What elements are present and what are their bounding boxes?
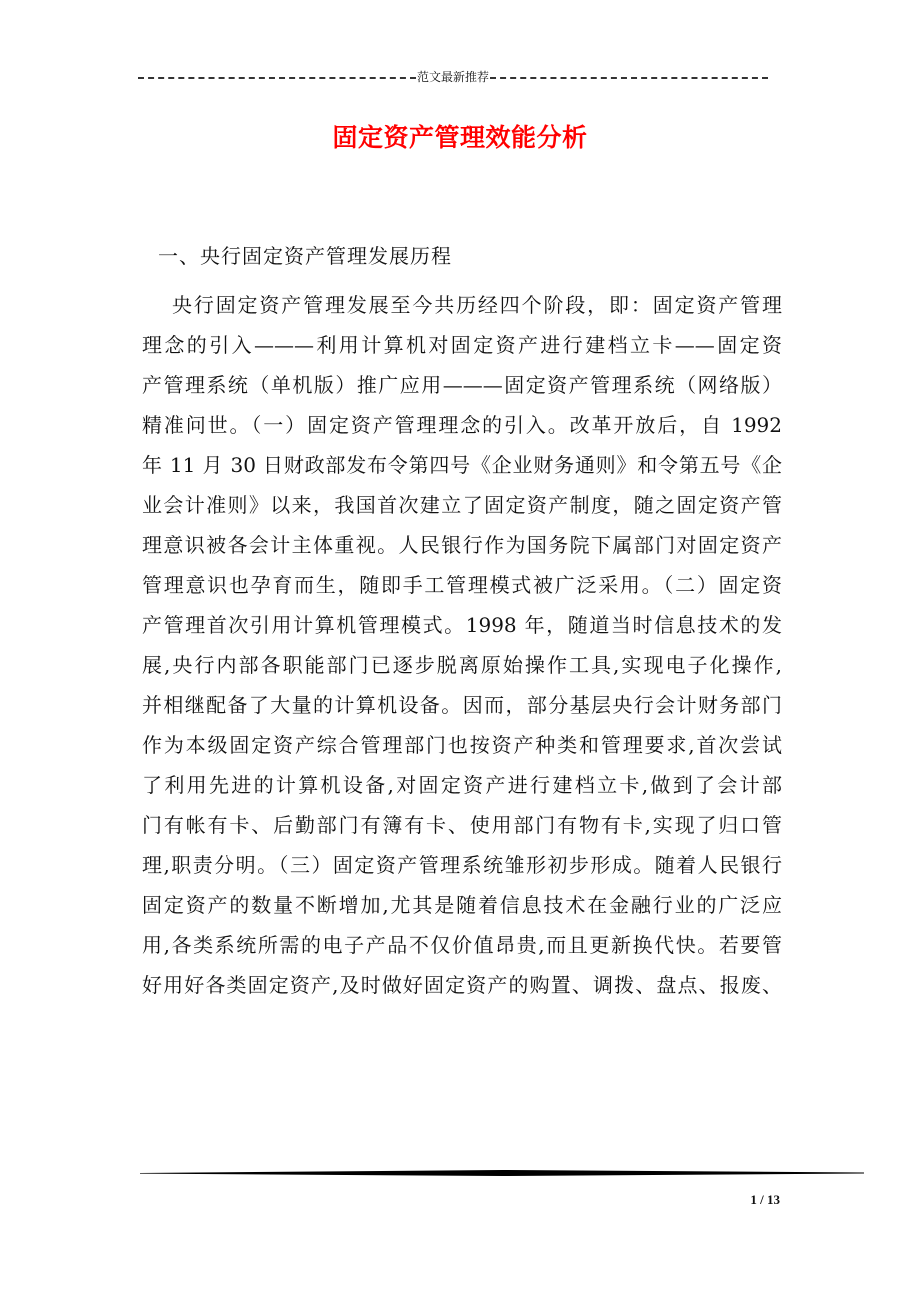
footer-divider	[140, 1170, 864, 1176]
body-line: 精准问世。（一）固定资产管理理念的引入。改革开放后，自 1992	[142, 413, 782, 437]
body-line: 并相继配备了大量的计算机设备。因而，部分基层央行会计财务部门	[142, 693, 782, 717]
body-line: 产管理首次引用计算机管理模式。1998 年，随道当时信息技术的发	[142, 613, 782, 637]
body-line: 产管理系统（单机版）推广应用———固定资产管理系统（网络版）	[142, 373, 782, 397]
body-line: 展,央行内部各职能部门已逐步脱离原始操作工具,实现电子化操作,	[142, 653, 782, 677]
body-line: 门有帐有卡、后勤部门有簿有卡、使用部门有物有卡,实现了归口管	[142, 813, 782, 837]
header-dash-line-left	[138, 77, 416, 79]
body-line: 理,职责分明。（三）固定资产管理系统雏形初步形成。随着人民银行	[142, 853, 782, 877]
body-line: 年 11 月 30 日财政部发布令第四号《企业财务通则》和令第五号《企	[142, 453, 782, 477]
body-line: 理意识被各会计主体重视。人民银行作为国务院下属部门对固定资产	[142, 533, 782, 557]
header-dash-line-right	[490, 77, 768, 79]
body-line: 业会计准则》以来，我国首次建立了固定资产制度，随之固定资产管	[142, 493, 782, 517]
footer-divider-line-icon	[140, 1170, 864, 1176]
page-header	[138, 68, 768, 86]
body-line: 用,各类系统所需的电子产品不仅价值昂贵,而且更新换代快。若要管	[142, 933, 782, 957]
body-line: 了利用先进的计算机设备,对固定资产进行建档立卡,做到了会计部	[142, 773, 782, 797]
body-line: 管理意识也孕育而生，随即手工管理模式被广泛采用。（二）固定资	[142, 573, 782, 597]
page-number: 1 / 13	[750, 1192, 780, 1207]
body-paragraph	[142, 285, 782, 1005]
section-heading: 一、央行固定资产管理发展历程	[158, 244, 452, 268]
body-line: 作为本级固定资产综合管理部门也按资产种类和管理要求,首次尝试	[142, 733, 782, 757]
body-line: 固定资产的数量不断增加,尤其是随着信息技术在金融行业的广泛应	[142, 893, 782, 917]
body-line: 理念的引入———利用计算机对固定资产进行建档立卡——固定资	[142, 333, 782, 357]
document-title: 固定资产管理效能分析	[332, 123, 588, 152]
body-line: 央行固定资产管理发展至今共历经四个阶段，即：固定资产管理	[172, 293, 782, 317]
header-label: 范文最新推荐	[417, 70, 490, 84]
body-line: 好用好各类固定资产,及时做好固定资产的购置、调拨、盘点、报废、	[142, 973, 782, 997]
